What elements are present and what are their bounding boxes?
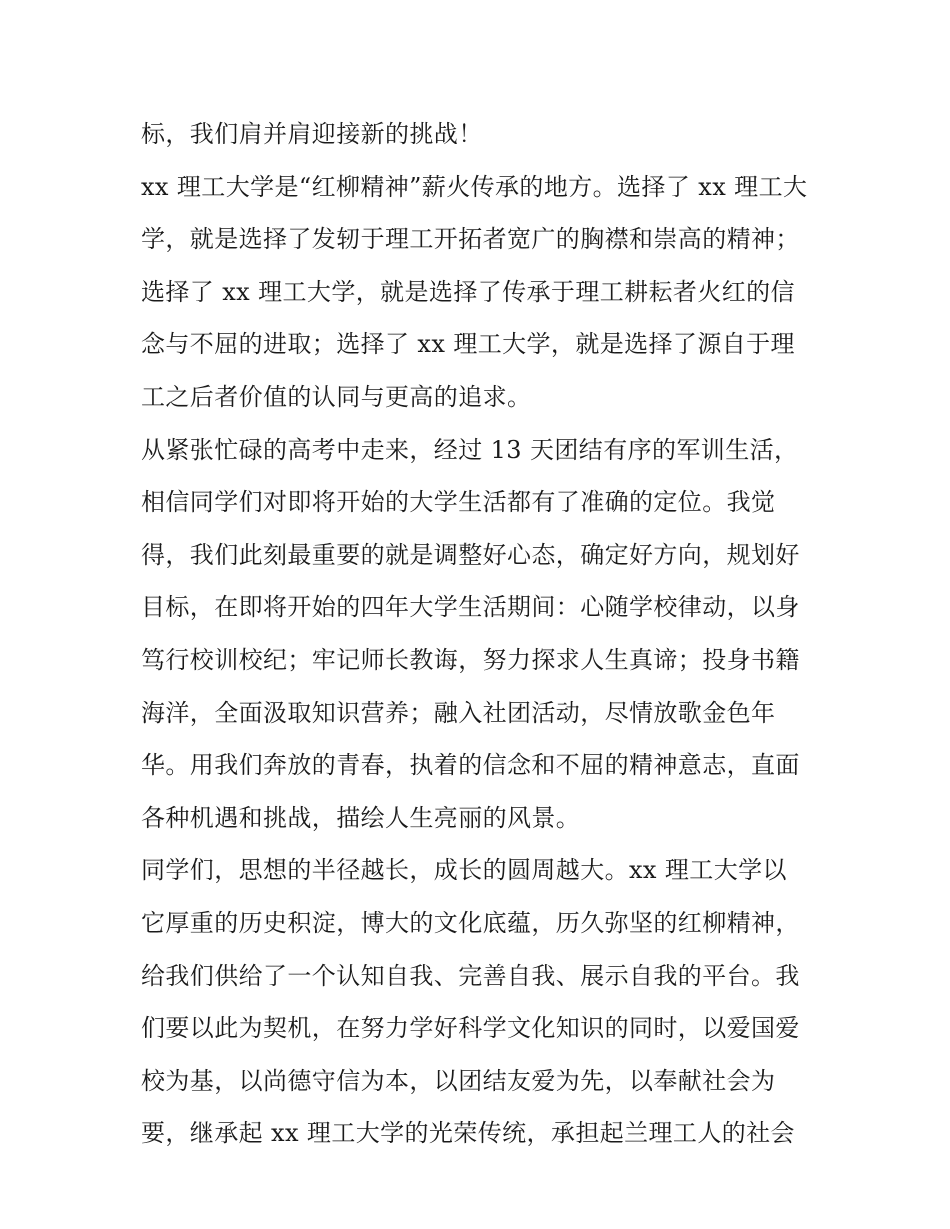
text-line: 它厚重的历史积淀，博大的文化底蕴，历久弥坚的红柳精神， [141, 908, 800, 937]
text-line: 各种机遇和挑战，描绘人生亮丽的风景。 [141, 803, 581, 832]
text-line: 华。用我们奔放的青春，执着的信念和不屈的精神意志，直面 [141, 751, 800, 780]
text-line: 得，我们此刻最重要的就是调整好心态，确定好方向，规划好 [141, 540, 800, 569]
text-line: 工之后者价值的认同与更高的追求。 [141, 382, 532, 411]
text-line: 从紧张忙碌的高考中走来，经过 13 天团结有序的军训生活， [141, 435, 799, 464]
text-line: 笃行校训校纪；牢记师长教诲，努力探求人生真谛；投身书籍 [141, 645, 800, 674]
text-line: 选择了 xx 理工大学，就是选择了传承于理工耕耘者火红的信 [141, 277, 795, 306]
text-line: 相信同学们对即将开始的大学生活都有了准确的定位。我觉 [141, 488, 776, 517]
text-line: xx 理工大学是“红柳精神”薪火传承的地方。选择了 xx 理工大 [141, 172, 808, 201]
text-line: 要，继承起 xx 理工大学的光荣传统，承担起兰理工人的社会 [141, 1119, 795, 1148]
text-line: 目标，在即将开始的四年大学生活期间：心随学校律动，以身 [141, 593, 800, 622]
text-line: 海洋，全面汲取知识营养；融入社团活动，尽情放歌金色年 [141, 698, 776, 727]
text-line: 同学们，思想的半径越长，成长的圆周越大。xx 理工大学以 [141, 856, 787, 885]
text-line: 念与不屈的进取；选择了 xx 理工大学，就是选择了源自于理 [141, 330, 795, 359]
text-line: 学，就是选择了发轫于理工开拓者宽广的胸襟和崇高的精神； [141, 225, 800, 254]
text-line: 们要以此为契机，在努力学好科学文化知识的同时，以爱国爱 [141, 1014, 800, 1043]
body-text [141, 108, 821, 1160]
text-line: 给我们供给了一个认知自我、完善自我、展示自我的平台。我 [141, 961, 800, 990]
text-line: 标，我们肩并肩迎接新的挑战！ [141, 120, 483, 148]
text-line: 校为基，以尚德守信为本，以团结友爱为先，以奉献社会为 [141, 1066, 776, 1095]
